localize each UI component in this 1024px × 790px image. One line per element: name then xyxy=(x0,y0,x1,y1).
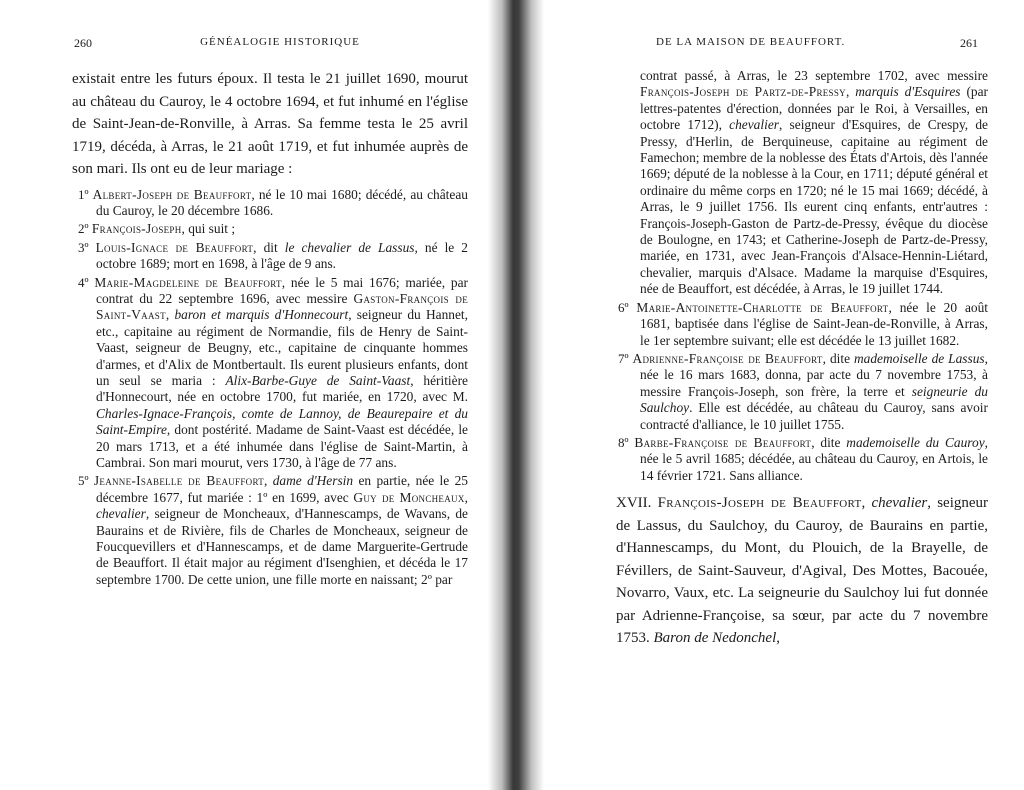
continuation-paragraph xyxy=(616,68,988,298)
entry-text: , xyxy=(776,630,780,647)
entry-number: 7º xyxy=(618,350,629,366)
page-body xyxy=(616,68,988,650)
title-text: dame d'Hersin xyxy=(272,473,354,489)
section-numeral: XVII. xyxy=(616,495,652,512)
title-text: mademoiselle du Cauroy xyxy=(846,434,985,450)
person-name: Louis-Ignace de Beauffort xyxy=(95,239,254,255)
title-text: Baron de Nedonchel xyxy=(653,630,777,647)
title-text: mademoiselle de Lassus xyxy=(853,350,985,366)
section-paragraph: XVII. François-Joseph de Beauffort, chevalier, seigneur de Lassus, du Saulchoy, du Cauroy, de Baurains en partie, d'Hannescamps, du Mont, du Plouich, de la Brayelle, de Févillers, de Saint-Sauveur, d'Agival, Des Mottes, Bacouée, Novarro, Vaux, etc. La seigneurie du Saulchoy lui fut donnée par Adrienne-Françoise, sa sœur, par acte du 7 novembre 1753. Baron de Nedonchel, xyxy=(616,495,989,647)
entry-text: , née le 5 avril 1685; décédée, au château du Cauroy, en Artois, le 14 février 1721. Sans alliance. xyxy=(640,434,988,483)
entry-text: , dite xyxy=(822,350,854,366)
person-name: Jeanne-Isabelle de Beauffort xyxy=(93,473,265,489)
title-text: seigneurie du Saulchoy xyxy=(640,383,988,416)
entry-text: , xyxy=(165,307,175,323)
list-item xyxy=(616,435,988,484)
entry-number: 2º xyxy=(78,221,89,237)
entry-number: 6º xyxy=(618,299,629,315)
intro-paragraph: existait entre les futurs époux. Il testa le 21 juillet 1690, mourut au château du Cauroy, le 4 octobre 1694, et fut inhumé en l'église de Saint-Jean-de-Ronville, à Arras. Sa femme testa le 25 avril 1719, décéda, à Arras, le 21 août 1719, et fut inhumée auprès de son mari. Ils ont eu de leur mariage : xyxy=(72,71,468,177)
person-name: Marie-Magdeleine de Beauffort xyxy=(94,274,282,290)
spouse-name: Guy de Moncheaux xyxy=(353,489,465,505)
running-head: DE LA MAISON DE BEAUFFORT. xyxy=(656,36,846,48)
person-name: François-Joseph de Beauffort xyxy=(657,495,862,512)
list-item xyxy=(72,473,468,588)
title-text: chevalier xyxy=(871,495,928,512)
entry-text: , née le 16 mars 1683, donna, par acte du 7 novembre 1753, à messire François-Joseph, son frère, la terre et xyxy=(640,350,988,399)
spouse-name: Gaston-François de Saint-Vaast xyxy=(96,290,468,323)
person-name: François-Joseph xyxy=(91,221,182,237)
running-head: GÉNÉALOGIE HISTORIQUE xyxy=(200,36,360,48)
person-name: Albert-Joseph de Beauffort xyxy=(92,186,252,202)
spouse-name: François-Joseph de Partz-de-Pressy xyxy=(640,84,846,100)
list-item xyxy=(72,240,468,273)
page-body xyxy=(72,68,468,590)
right-page xyxy=(520,0,1024,790)
title-text: le chevalier de Lassus xyxy=(284,239,415,255)
list-item xyxy=(616,351,988,433)
entry-text: , dont postérité. Madame de Saint-Vaast est décédée, le 20 mars 1713, et a été inhumée dans l'église de Saint-Martin, à Cambrai. Son mari mourut, vers 1730, à l'âge de 77 ans. xyxy=(96,422,468,470)
entry-number: 5º xyxy=(78,473,89,489)
entry-text: , seigneur de Lassus, du Saulchoy, du Cauroy, de Baurains en partie, d'Hannescamps, du Mont, du Plouich, de la Brayelle, de Févillers, de Saint-Sauveur, d'Agival, Des Mottes, Bacouée, Novarro, Vaux, etc. La seigneurie du Saulchoy lui fut donnée par Adrienne-Françoise, sa sœur, par acte du 7 novembre 1753. xyxy=(616,495,989,647)
child-spouse-name: Charles-Ignace-François, comte de Lannoy, de Beaurepaire et du Saint-Empire xyxy=(96,405,468,438)
list-item xyxy=(616,300,988,349)
entry-number: 4º xyxy=(78,274,89,290)
entry-text: , né le 10 mai 1680; décédé, au château du Cauroy, le 20 décembre 1686. xyxy=(96,186,468,218)
entry-number: 8º xyxy=(618,434,629,450)
page-number: 260 xyxy=(74,36,92,50)
person-name: Adrienne-Françoise de Beauffort xyxy=(632,350,823,366)
person-name: Marie-Antoinette-Charlotte de Beauffort xyxy=(636,299,889,315)
title-text: chevalier xyxy=(729,117,779,133)
entry-text: , xyxy=(845,84,856,100)
entry-text: , seigneur de Moncheaux, d'Hannescamps, de Wavans, de Baurains et de Rivière, fils de Charles de Moncheaux, seigneur de Foucquevillers et d'Hannescamps, et de dame Marguerite-Gertrude de Beauffort. Il était major au régiment d'Isenghien, et décéda le 17 septembre 1700. De cette union, une fille morte en naissant; 2º par xyxy=(96,506,468,587)
person-name: Barbe-Françoise de Beauffort xyxy=(634,434,812,450)
entry-text: contrat passé, à Arras, le 23 septembre 1702, avec messire xyxy=(640,68,988,83)
page-number: 261 xyxy=(960,36,978,50)
entry-text: (par lettres-patentes d'érection, données par le Roi, à Versailles, en octobre 1712), xyxy=(640,84,988,133)
entry-text: . Elle est décédée, au château du Cauroy, sans avoir contracté d'alliance, le 10 juillet 1755. xyxy=(640,400,988,432)
entry-text: , seigneur d'Esquires, de Crespy, de Pressy, d'Herlin, de Berquineuse, capitaine au régiment de Famechon; membre de la noblesse des États d'Artois, dès l'année 1669; député de la noblesse à la Cour, en 1711; député général et ordinaire du même corps en 1720; né le 15 mai 1669; décédé, à Arras, le 9 juillet 1756. Ils eurent cinq enfants, entr'autres : François-Joseph-Gaston de Partz-de-Pressy, évêque du diocèse de Boulogne, en 1743; et Catherine-Joseph de Partz-de-Pressy, mariée, en 1731, avec Jean-François d'Alsace-Hennin-Liétard, chevalier, marquis d'Alsace. Madame la marquise d'Esquires, née de Beauffort, est décédée, à Arras, le 19 juillet 1744. xyxy=(640,117,988,297)
list-item xyxy=(72,275,468,472)
entry-text: , née le 20 août 1681, baptisée dans l'église de Saint-Jean-de-Ronville, à Arras, le 1er septembre suivant; elle est décédée le 13 juillet 1682. xyxy=(640,299,988,348)
entry-text: , seigneur du Hannet, etc., capitaine au régiment de Normandie, fils de Henry de Saint-Vaast, seigneur de Beugny, etc., capitaine de cinquante hommes d'armes, et d'Alix de Montbertault. Ils eurent plusieurs enfants, dont un seul se maria : xyxy=(96,307,468,388)
title-text: marquis d'Esquires xyxy=(855,84,961,100)
entry-text: , xyxy=(264,473,273,489)
list-item xyxy=(72,221,468,237)
entry-text: , héritière d'Honnecourt, née en octobre 1700, fut mariée, en 1720, avec M. xyxy=(96,372,468,405)
entry-number: 3º xyxy=(78,239,89,255)
entry-text: , née le 5 mai 1676; mariée, par contrat du 22 septembre 1696, avec messire xyxy=(96,274,468,306)
entry-text: en partie, née le 25 décembre 1677, fut mariée : 1º en 1699, avec xyxy=(96,473,468,505)
entry-text: , né le 2 octobre 1689; mort en 1698, à l'âge de 9 ans. xyxy=(96,239,468,272)
entry-text: , qui suit ; xyxy=(181,221,236,237)
title-text: baron et marquis d'Honnecourt xyxy=(174,307,349,323)
entry-text: , dit xyxy=(253,239,285,255)
child-name: Alix-Barbe-Guye de Saint-Vaast xyxy=(225,372,411,388)
entry-number: 1º xyxy=(78,186,89,202)
left-page xyxy=(0,0,508,790)
title-text: chevalier xyxy=(96,506,146,522)
entry-text: , dite xyxy=(811,434,847,450)
entry-text: , xyxy=(464,489,468,505)
list-item xyxy=(72,187,468,220)
